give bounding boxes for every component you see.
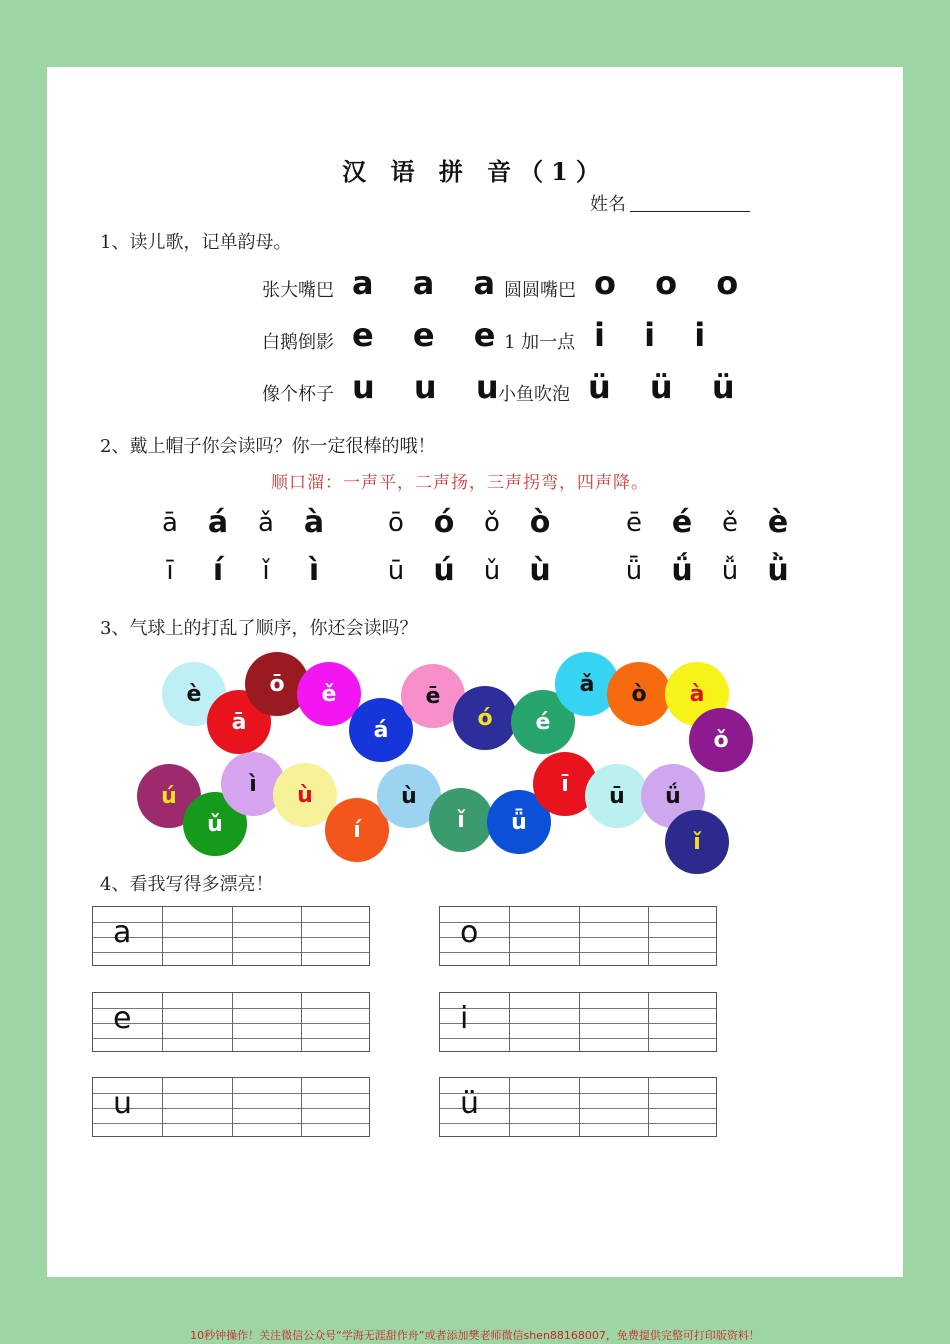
model-letter: o	[460, 915, 479, 950]
grid-rule-line	[93, 1023, 369, 1024]
tone-mark: è	[767, 505, 789, 540]
balloon-letter: ē	[425, 683, 441, 709]
balloon-letter: ě	[321, 681, 337, 707]
grid-cell-divider	[162, 907, 163, 965]
grid-cell-divider	[301, 1078, 302, 1136]
grid-cell-divider	[509, 907, 510, 965]
balloon	[429, 788, 493, 852]
balloon	[689, 708, 753, 772]
grid-rule-line	[440, 1008, 716, 1009]
model-letter: e	[113, 1001, 132, 1036]
grid-rule-line	[93, 1108, 369, 1109]
vowel-letters: ü ü ü	[588, 368, 749, 406]
question-3-heading: 3、气球上的打乱了顺序，你还会读吗？	[100, 618, 418, 639]
grid-rule-line	[440, 1038, 716, 1039]
tone-mark: ó	[433, 505, 455, 540]
grid-cell-divider	[648, 907, 649, 965]
balloon-letter: ó	[477, 705, 493, 731]
balloon-letter: é	[535, 709, 551, 735]
balloon-letter: ù	[297, 782, 313, 808]
vowel-letters: o o o	[594, 264, 753, 302]
grid-rule-line	[93, 1008, 369, 1009]
balloon-letter: ǔ	[207, 811, 223, 837]
tone-mark: ǚ	[721, 556, 739, 586]
tone-mark: ǒ	[484, 508, 500, 538]
balloon-letter: ū	[609, 783, 625, 809]
grid-rule-line	[440, 1108, 716, 1109]
balloon-letter: ì	[249, 771, 257, 797]
model-letter: i	[460, 1001, 469, 1036]
balloon	[607, 662, 671, 726]
grid-rule-line	[93, 922, 369, 923]
grid-cell-divider	[162, 1078, 163, 1136]
grid-cell-divider	[648, 1078, 649, 1136]
tone-mark: ù	[529, 553, 551, 588]
grid-cell-divider	[509, 1078, 510, 1136]
footer-note: 10秒钟操作！关注微信公众号“学海无涯甜作舟”或者添加樊老师微信shen88168007，免费提供完整可打印版资料！	[190, 1329, 760, 1342]
balloon-letter: ò	[631, 681, 647, 707]
grid-rule-line	[93, 952, 369, 953]
grid-cell-divider	[232, 1078, 233, 1136]
balloon	[665, 810, 729, 874]
tone-mark: é	[671, 505, 693, 540]
tone-mark: ī	[166, 556, 174, 586]
grid-rule-line	[440, 1023, 716, 1024]
tone-mark: ǐ	[262, 556, 270, 586]
vowel-row-label: 圆圆嘴巴	[504, 280, 576, 301]
balloon-letter: ǐ	[457, 807, 465, 833]
grid-cell-divider	[509, 993, 510, 1051]
balloon-letter: è	[186, 681, 202, 707]
tone-mark: ě	[722, 508, 738, 538]
grid-cell-divider	[579, 993, 580, 1051]
grid-cell-divider	[301, 993, 302, 1051]
vowel-row-label: 张大嘴巴	[262, 280, 334, 301]
balloon-letter: ǘ	[665, 783, 681, 809]
balloon-letter: ǎ	[579, 671, 595, 697]
tone-mark: ǜ	[767, 553, 789, 588]
grid-rule-line	[440, 952, 716, 953]
vowel-row-label: 白鹅倒影	[262, 332, 334, 353]
tone-mark: à	[303, 505, 325, 540]
page-title: 汉 语 拼 音（1）	[342, 157, 608, 186]
vowel-row-label: 像个杯子	[262, 384, 334, 405]
tone-mark: ì	[308, 553, 320, 588]
writing-grid[interactable]	[439, 1077, 717, 1137]
balloon-letter: ǖ	[511, 809, 527, 835]
grid-rule-line	[440, 1093, 716, 1094]
grid-cell-divider	[579, 1078, 580, 1136]
question-4-heading: 4、看我写得多漂亮！	[100, 874, 274, 895]
vowel-letters: e e e	[352, 316, 510, 354]
vowel-letters: u u u	[352, 368, 513, 406]
tone-mark: ò	[529, 505, 551, 540]
name-blank-line	[630, 211, 750, 212]
grid-cell-divider	[162, 993, 163, 1051]
balloon-letter: à	[689, 681, 705, 707]
grid-cell-divider	[579, 907, 580, 965]
tone-mark: ā	[162, 508, 178, 538]
tone-mark: ǔ	[483, 556, 501, 586]
balloon-letter: ù	[401, 783, 417, 809]
vowel-row-label: 小鱼吹泡	[498, 384, 570, 405]
tone-mark: ǎ	[258, 508, 274, 538]
tone-mark: ǖ	[625, 556, 643, 586]
grid-cell-divider	[232, 993, 233, 1051]
tone-mark: á	[207, 505, 229, 540]
question-1-heading: 1、读儿歌，记单韵母。	[100, 232, 292, 253]
writing-grid[interactable]	[439, 906, 717, 966]
grid-cell-divider	[301, 907, 302, 965]
writing-grid[interactable]	[92, 906, 370, 966]
grid-cell-divider	[648, 993, 649, 1051]
balloon-letter: á	[373, 717, 389, 743]
writing-grid[interactable]	[92, 1077, 370, 1137]
vowel-row-label: 1 加一点	[504, 332, 576, 353]
balloon-letter: í	[353, 817, 361, 843]
tone-mark: ē	[626, 508, 642, 538]
balloon-letter: ú	[161, 783, 177, 809]
grid-rule-line	[93, 1123, 369, 1124]
balloon-letter: ǐ	[693, 829, 701, 855]
tone-mark: í	[212, 553, 224, 588]
vowel-letters: a a a	[352, 264, 510, 302]
grid-rule-line	[440, 937, 716, 938]
model-letter: u	[113, 1086, 133, 1121]
balloon	[453, 686, 517, 750]
balloon-letter: ā	[231, 709, 247, 735]
tone-mark: ō	[388, 508, 404, 538]
model-letter: ü	[460, 1086, 480, 1121]
balloon-letter: ō	[269, 671, 285, 697]
grid-rule-line	[93, 937, 369, 938]
grid-rule-line	[93, 1038, 369, 1039]
writing-grid[interactable]	[439, 992, 717, 1052]
balloon-letter: ī	[561, 771, 569, 797]
grid-cell-divider	[232, 907, 233, 965]
tone-mark: ú	[433, 553, 455, 588]
vowel-letters: i i i	[594, 316, 720, 354]
balloon-letter: ǒ	[713, 727, 729, 753]
grid-rule-line	[93, 1093, 369, 1094]
tone-mark: ū	[387, 556, 405, 586]
tone-mark: ǘ	[671, 553, 693, 588]
balloon	[585, 764, 649, 828]
writing-grid[interactable]	[92, 992, 370, 1052]
grid-rule-line	[440, 1123, 716, 1124]
grid-rule-line	[440, 922, 716, 923]
model-letter: a	[113, 915, 132, 950]
name-label: 姓名	[590, 194, 626, 215]
question-2-heading: 2、戴上帽子你会读吗？你一定很棒的哦！	[100, 436, 436, 457]
tone-rhyme: 顺口溜：一声平，二声扬，三声拐弯，四声降。	[271, 473, 649, 493]
